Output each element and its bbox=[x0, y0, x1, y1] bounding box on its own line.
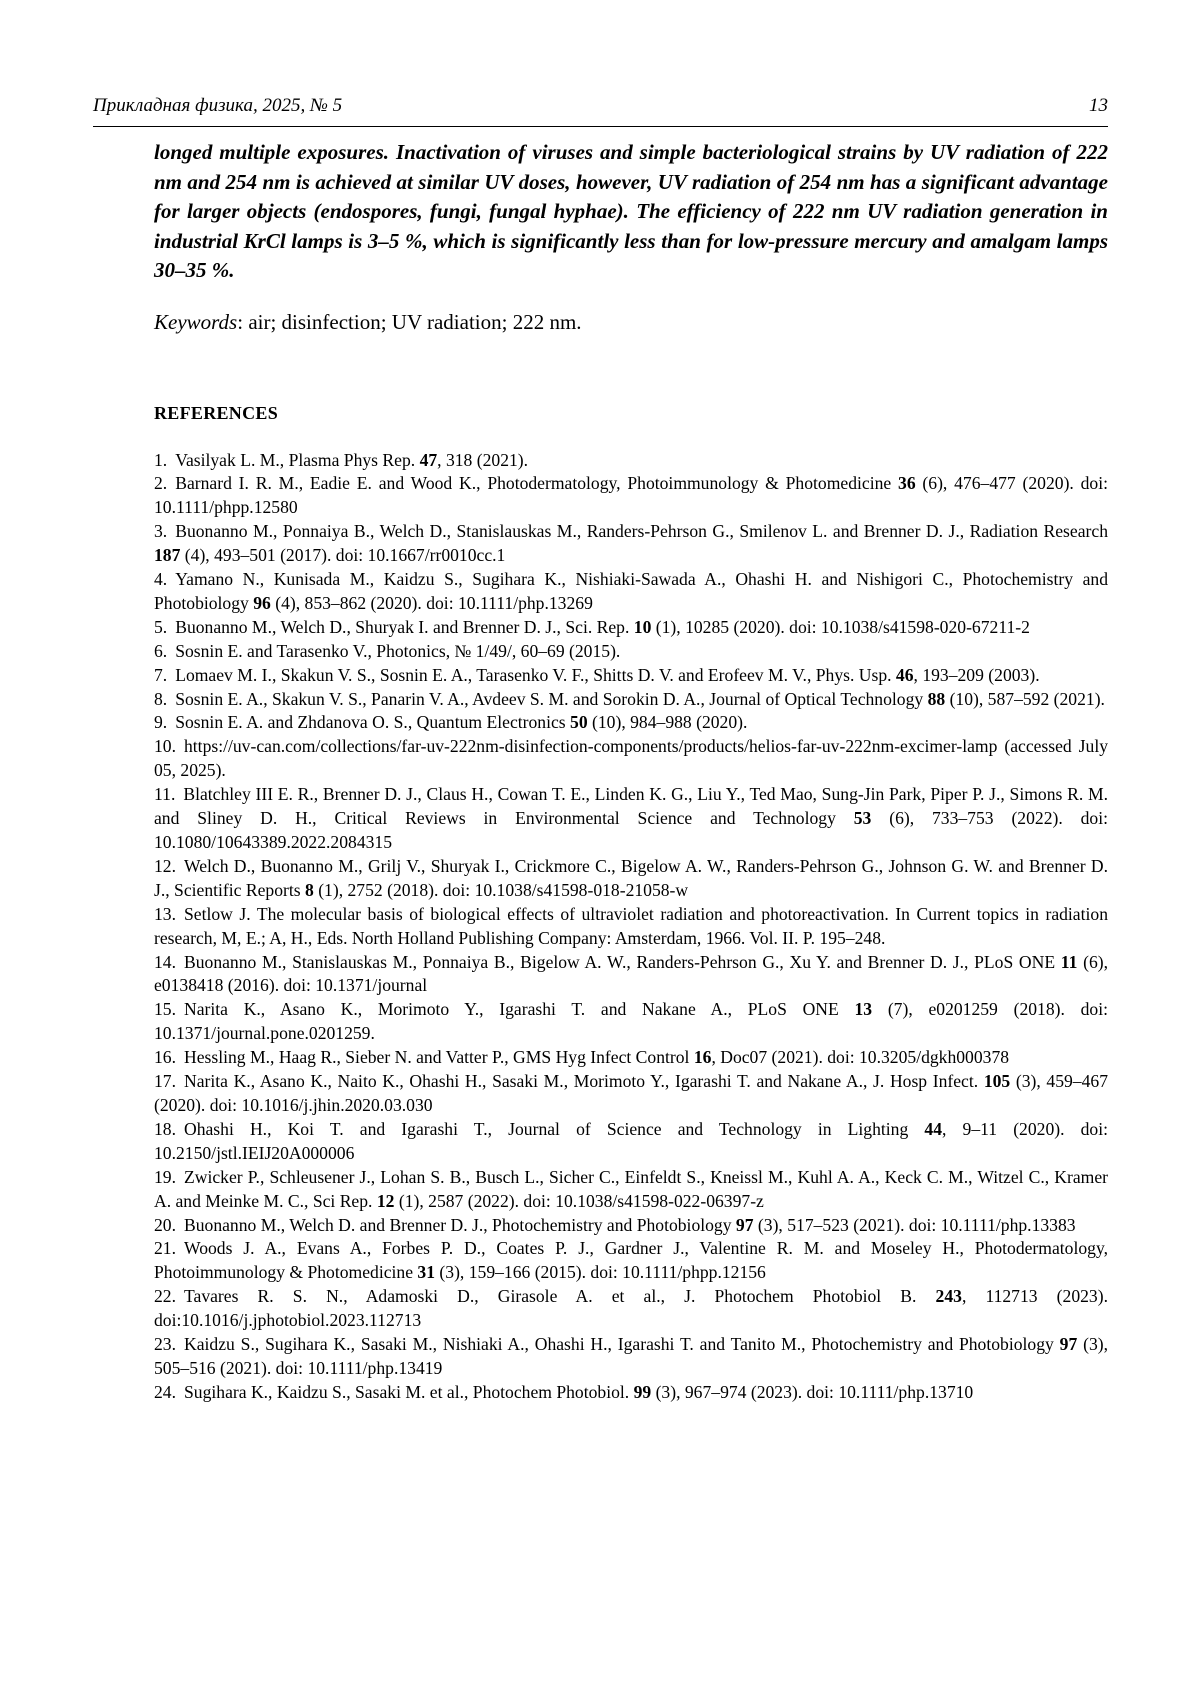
reference-number: 8. bbox=[154, 689, 167, 709]
reference-volume: 53 bbox=[854, 808, 872, 828]
reference-number: 6. bbox=[154, 641, 167, 661]
reference-details: (1), 10285 (2020). doi: 10.1038/s41598-020-67211-2 bbox=[651, 617, 1030, 637]
reference-details: (3), 159–166 (2015). doi: 10.1111/phpp.12156 bbox=[435, 1262, 766, 1282]
reference-item bbox=[154, 1333, 1108, 1381]
reference-text: Sosnin E. and Tarasenko V., Photonics, № 1/49/, 60–69 (2015). bbox=[175, 641, 620, 661]
reference-volume: 47 bbox=[420, 450, 438, 470]
reference-item bbox=[154, 855, 1108, 903]
reference-details: (1), 2752 (2018). doi: 10.1038/s41598-018-21058-w bbox=[314, 880, 688, 900]
reference-text: Lomaev M. I., Skakun V. S., Sosnin E. A., Tarasenko V. F., Shitts D. V. and Erofeev M. V., Phys. Usp. bbox=[175, 665, 896, 685]
reference-number: 23. bbox=[154, 1334, 176, 1354]
reference-number: 12. bbox=[154, 856, 176, 876]
reference-item bbox=[154, 616, 1108, 640]
reference-text: Narita K., Asano K., Naito K., Ohashi H., Sasaki M., Morimoto Y., Igarashi T. and Nakane A., J. Hosp Infect. bbox=[184, 1071, 984, 1091]
reference-details: , 112713 (2023). doi:10.1016/j.jphotobiol.2023.112713 bbox=[154, 1286, 1108, 1330]
reference-details: , 193–209 (2003). bbox=[914, 665, 1040, 685]
reference-number: 18. bbox=[154, 1119, 176, 1139]
references-list bbox=[154, 449, 1108, 1405]
header-rule bbox=[93, 126, 1108, 127]
reference-number: 3. bbox=[154, 521, 167, 541]
reference-volume: 99 bbox=[634, 1382, 652, 1402]
reference-volume: 44 bbox=[924, 1119, 942, 1139]
reference-item bbox=[154, 664, 1108, 688]
reference-text: Sugihara K., Kaidzu S., Sasaki M. et al., Photochem Photobiol. bbox=[184, 1382, 634, 1402]
reference-number: 11. bbox=[154, 784, 175, 804]
reference-volume: 105 bbox=[984, 1071, 1010, 1091]
reference-item bbox=[154, 688, 1108, 712]
abstract-continuation: longed multiple exposures. Inactivation of viruses and simple bacteriological strains by UV radiation of 222 nm and 254 nm is achieved at similar UV doses, however, UV radiation of 254 nm has a significant advantage for larger objects (endospores, fungi, fungal hyphae). The efficiency of 222 nm UV radiation generation in industrial KrCl lamps is 3–5 %, which is significantly less than for low-pressure mercury and amalgam lamps 30–35 %. bbox=[154, 138, 1108, 286]
reference-text: Vasilyak L. M., Plasma Phys Rep. bbox=[175, 450, 419, 470]
reference-number: 21. bbox=[154, 1238, 176, 1258]
reference-details: , 9–11 (2020). doi: 10.2150/jstl.IEIJ20A000006 bbox=[154, 1119, 1108, 1163]
reference-details: (6), 733–753 (2022). doi: 10.1080/10643389.2022.2084315 bbox=[154, 808, 1108, 852]
reference-text: Buonanno M., Welch D., Shuryak I. and Brenner D. J., Sci. Rep. bbox=[175, 617, 634, 637]
reference-number: 10. bbox=[154, 736, 176, 756]
reference-text: Woods J. A., Evans A., Forbes P. D., Coates P. J., Gardner J., Valentine R. M. and Moseley H., Photodermatology, Photoimmunology & Photomedicine bbox=[154, 1238, 1108, 1282]
reference-details: (4), 493–501 (2017). doi: 10.1667/rr0010cc.1 bbox=[180, 545, 505, 565]
reference-details: (4), 853–862 (2020). doi: 10.1111/php.13269 bbox=[271, 593, 593, 613]
reference-details: (6), e0138418 (2016). doi: 10.1371/journal bbox=[154, 952, 1108, 996]
reference-text: Hessling M., Haag R., Sieber N. and Vatter P., GMS Hyg Infect Control bbox=[184, 1047, 694, 1067]
reference-item bbox=[154, 711, 1108, 735]
keywords-text: : air; disinfection; UV radiation; 222 nm. bbox=[237, 310, 581, 334]
reference-text: Ohashi H., Koi T. and Igarashi T., Journal of Science and Technology in Lighting bbox=[184, 1119, 924, 1139]
reference-number: 9. bbox=[154, 712, 167, 732]
reference-text: Buonanno M., Welch D. and Brenner D. J., Photochemistry and Photobiology bbox=[184, 1215, 736, 1235]
reference-text: Barnard I. R. M., Eadie E. and Wood K., Photodermatology, Photoimmunology & Photomedicine bbox=[175, 473, 898, 493]
reference-number: 20. bbox=[154, 1215, 176, 1235]
reference-text: Sosnin E. A. and Zhdanova O. S., Quantum Electronics bbox=[175, 712, 570, 732]
reference-item bbox=[154, 1214, 1108, 1238]
reference-number: 1. bbox=[154, 450, 167, 470]
reference-item bbox=[154, 903, 1108, 951]
reference-volume: 243 bbox=[936, 1286, 962, 1306]
page-number: 13 bbox=[1089, 95, 1108, 117]
journal-page bbox=[0, 0, 1200, 1698]
reference-number: 7. bbox=[154, 665, 167, 685]
reference-item bbox=[154, 520, 1108, 568]
reference-text: Kaidzu S., Sugihara K., Sasaki M., Nishiaki A., Ohashi H., Igarashi T. and Tanito M., Photochemistry and Photobiology bbox=[184, 1334, 1060, 1354]
references-heading: REFERENCES bbox=[154, 403, 1108, 424]
reference-details: (3), 967–974 (2023). doi: 10.1111/php.13710 bbox=[651, 1382, 973, 1402]
reference-item bbox=[154, 472, 1108, 520]
reference-number: 24. bbox=[154, 1382, 176, 1402]
reference-number: 19. bbox=[154, 1167, 176, 1187]
reference-item bbox=[154, 951, 1108, 999]
journal-title: Прикладная физика, 2025, № 5 bbox=[93, 95, 342, 117]
reference-details: , Doc07 (2021). doi: 10.3205/dgkh000378 bbox=[711, 1047, 1009, 1067]
reference-volume: 13 bbox=[855, 999, 873, 1019]
reference-details: (10), 587–592 (2021). bbox=[945, 689, 1105, 709]
reference-number: 2. bbox=[154, 473, 167, 493]
reference-volume: 97 bbox=[736, 1215, 754, 1235]
reference-item bbox=[154, 1381, 1108, 1405]
reference-item bbox=[154, 1046, 1108, 1070]
reference-text: Buonanno M., Stanislauskas M., Ponnaiya B., Bigelow A. W., Randers-Pehrson G., Xu Y. and Brenner D. J., PLoS ONE bbox=[184, 952, 1061, 972]
reference-volume: 187 bbox=[154, 545, 180, 565]
reference-volume: 50 bbox=[570, 712, 588, 732]
reference-item bbox=[154, 1118, 1108, 1166]
reference-volume: 46 bbox=[896, 665, 914, 685]
keywords-line bbox=[154, 308, 1108, 337]
reference-number: 16. bbox=[154, 1047, 176, 1067]
reference-text: Buonanno M., Ponnaiya B., Welch D., Stanislauskas M., Randers-Pehrson G., Smilenov L. and Brenner D. J., Radiation Research bbox=[175, 521, 1108, 541]
reference-text: Tavares R. S. N., Adamoski D., Girasole A. et al., J. Photochem Photobiol B. bbox=[184, 1286, 936, 1306]
reference-number: 22. bbox=[154, 1286, 176, 1306]
reference-volume: 88 bbox=[928, 689, 946, 709]
reference-number: 4. bbox=[154, 569, 167, 589]
reference-text: Narita K., Asano K., Morimoto Y., Igarashi T. and Nakane A., PLoS ONE bbox=[184, 999, 855, 1019]
reference-volume: 96 bbox=[253, 593, 271, 613]
reference-text: Sosnin E. A., Skakun V. S., Panarin V. A., Avdeev S. M. and Sorokin D. A., Journal of Optical Technology bbox=[175, 689, 927, 709]
reference-text: Blatchley III E. R., Brenner D. J., Claus H., Cowan T. E., Linden K. G., Liu Y., Ted Mao, Sung-Jin Park, Piper P. J., Simons R. M. and Sliney D. H., Critical Reviews in Environmental Science and Technology bbox=[154, 784, 1108, 828]
reference-volume: 36 bbox=[898, 473, 916, 493]
keywords-label: Keywords bbox=[154, 310, 237, 334]
reference-volume: 97 bbox=[1060, 1334, 1078, 1354]
reference-volume: 11 bbox=[1061, 952, 1078, 972]
reference-details: (7), e0201259 (2018). doi: 10.1371/journal.pone.0201259. bbox=[154, 999, 1108, 1043]
reference-text: Setlow J. The molecular basis of biological effects of ultraviolet radiation and photoreactivation. In Current topics in radiation research, M, E.; A, H., Eds. North Holland Publishing Company: Amsterdam, 1966. Vol. II. P. 195–248. bbox=[154, 904, 1108, 948]
reference-text: https://uv-can.com/collections/far-uv-222nm-disinfection-components/products/helios-far-uv-222nm-excimer-lamp (accessed July 05, 2025). bbox=[154, 736, 1108, 780]
reference-volume: 10 bbox=[634, 617, 652, 637]
page-content bbox=[154, 138, 1108, 1405]
reference-number: 14. bbox=[154, 952, 176, 972]
reference-details: (6), 476–477 (2020). doi: 10.1111/phpp.12580 bbox=[154, 473, 1108, 517]
reference-number: 15. bbox=[154, 999, 176, 1019]
reference-number: 5. bbox=[154, 617, 167, 637]
reference-item bbox=[154, 1237, 1108, 1285]
reference-volume: 12 bbox=[377, 1191, 395, 1211]
reference-item bbox=[154, 640, 1108, 664]
reference-item bbox=[154, 1285, 1108, 1333]
reference-item bbox=[154, 1166, 1108, 1214]
reference-volume: 16 bbox=[694, 1047, 712, 1067]
reference-details: (3), 505–516 (2021). doi: 10.1111/php.13419 bbox=[154, 1334, 1108, 1378]
reference-details: , 318 (2021). bbox=[437, 450, 528, 470]
reference-details: (1), 2587 (2022). doi: 10.1038/s41598-022-06397-z bbox=[394, 1191, 763, 1211]
reference-item bbox=[154, 783, 1108, 855]
reference-item bbox=[154, 998, 1108, 1046]
reference-item bbox=[154, 449, 1108, 473]
reference-details: (3), 459–467 (2020). doi: 10.1016/j.jhin.2020.03.030 bbox=[154, 1071, 1108, 1115]
reference-volume: 8 bbox=[305, 880, 314, 900]
reference-number: 17. bbox=[154, 1071, 176, 1091]
reference-volume: 31 bbox=[417, 1262, 435, 1282]
reference-item bbox=[154, 568, 1108, 616]
reference-details: (10), 984–988 (2020). bbox=[588, 712, 748, 732]
reference-number: 13. bbox=[154, 904, 176, 924]
reference-item bbox=[154, 1070, 1108, 1118]
reference-item bbox=[154, 735, 1108, 783]
reference-text: Zwicker P., Schleusener J., Lohan S. B., Busch L., Sicher C., Einfeldt S., Kneissl M., Kuhl A. A., Keck C. M., Witzel C., Kramer A. and Meinke M. C., Sci Rep. bbox=[154, 1167, 1108, 1211]
reference-text: Welch D., Buonanno M., Grilj V., Shuryak I., Crickmore C., Bigelow A. W., Randers-Pehrson G., Johnson G. W. and Brenner D. J., Scientific Reports bbox=[154, 856, 1108, 900]
reference-details: (3), 517–523 (2021). doi: 10.1111/php.13383 bbox=[754, 1215, 1076, 1235]
reference-text: Yamano N., Kunisada M., Kaidzu S., Sugihara K., Nishiaki-Sawada A., Ohashi H. and Nishigori C., Photochemistry and Photobiology bbox=[154, 569, 1108, 613]
